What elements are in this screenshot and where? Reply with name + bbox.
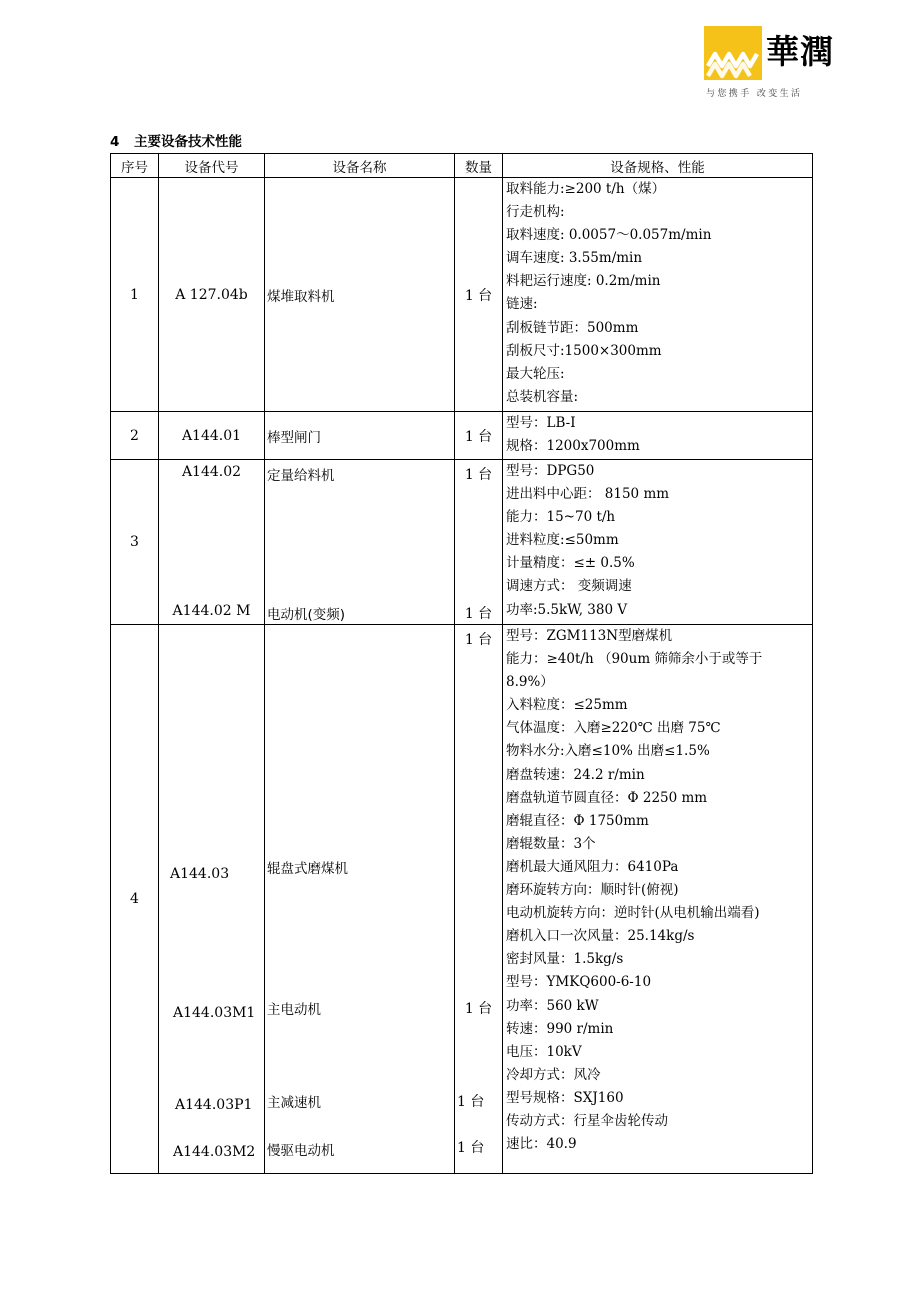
table-row: [111, 412, 813, 460]
row3-qty-2: 1 台: [464, 606, 493, 622]
row2-specs: [503, 412, 813, 460]
spec-line: 规格：1200x700mm: [506, 438, 640, 455]
row3-seq: 3: [111, 460, 159, 625]
row4-seq: 4: [111, 625, 159, 1174]
spec-line: 行走机构:: [506, 204, 565, 221]
row3-code-2: A144.02 M: [172, 603, 251, 619]
header-spec: 设备规格、性能: [503, 154, 813, 178]
spec-line: 磨机入口一次风量：25.14kg/s: [506, 928, 695, 945]
row4-code-cell: [159, 625, 265, 1174]
spec-line: 冷却方式：风冷: [506, 1066, 601, 1083]
spec-line: 总装机容量:: [506, 388, 579, 405]
spec-line: 进出料中心距： 8150 mm: [506, 486, 670, 503]
row4-code-1: A144.03: [170, 866, 230, 882]
row4-qty-3: 1 台: [457, 1094, 485, 1110]
row3-name-cell: [265, 460, 455, 625]
spec-line: 磨盘转速：24.2 r/min: [506, 766, 645, 783]
spec-line: 功率:5.5kW, 380 V: [506, 601, 628, 618]
spec-line: 入料粒度：≤25mm: [506, 697, 628, 714]
row2-code: A144.01: [159, 412, 265, 460]
row3-code-cell: [159, 460, 265, 625]
spec-line: 刮板链节距：500mm: [506, 319, 639, 336]
row4-name-1: 辊盘式磨煤机: [267, 861, 348, 877]
header-qty: 数量: [455, 154, 503, 178]
section-title-text: 主要设备技术性能: [134, 134, 242, 150]
spec-line: 电压：10kV: [506, 1043, 582, 1060]
row4-specs: [503, 625, 813, 1174]
row3-name-2: 电动机(变频): [267, 607, 346, 623]
spec-line: 气体温度：入磨≥220℃ 出磨 75℃: [506, 720, 721, 737]
spec-line: 型号规格：SXJ160: [506, 1089, 624, 1106]
spec-line: 调车速度: 3.55m/min: [506, 250, 643, 267]
spec-line: 取料速度: 0.0057～0.057m/min: [506, 227, 712, 244]
spec-line: 能力：≥40t/h （90um 筛筛余小于或等于: [506, 651, 763, 668]
row2-seq: 2: [111, 412, 159, 460]
spec-line: 刮板尺寸:1500×300mm: [506, 342, 662, 359]
table-row: [111, 625, 813, 1174]
spec-line: 密封风量：1.5kg/s: [506, 951, 624, 968]
row1-name-cell: [265, 178, 455, 412]
spec-line: 磨辊直径：Φ 1750mm: [506, 812, 649, 829]
spec-line: 能力：15~70 t/h: [506, 509, 616, 526]
spec-line: 最大轮压:: [506, 365, 565, 382]
row4-name-3: 主减速机: [267, 1095, 321, 1111]
row4-code-3: A144.03P1: [175, 1097, 253, 1113]
row1-seq: 1: [111, 178, 159, 412]
row4-code-4: A144.03M2: [173, 1144, 256, 1160]
spec-line: 型号：LB-I: [506, 415, 576, 431]
row1-specs: [503, 178, 813, 412]
row3-qty-cell: [455, 460, 503, 625]
row2-qty: 1 台: [455, 412, 503, 460]
row1-qty: 1 台: [455, 178, 503, 412]
row3-specs: [503, 460, 813, 625]
row4-name-4: 慢驱电动机: [267, 1143, 335, 1159]
company-logo: [704, 24, 834, 100]
spec-line: 调速方式： 变频调速: [506, 578, 632, 595]
row4-name-cell: [265, 625, 455, 1174]
spec-line: 磨盘轨道节圆直径：Φ 2250 mm: [506, 789, 708, 806]
spec-line: 型号：DPG50: [506, 463, 595, 479]
row4-qty-top: 1 台: [464, 632, 493, 648]
spec-line: 计量精度：≤± 0.5%: [506, 555, 635, 572]
spec-line: 料耙运行速度: 0.2m/min: [506, 273, 661, 290]
spec-line: 取料能力:≥200 t/h（煤）: [506, 181, 666, 197]
spec-line: 磨环旋转方向：顺时针(俯视): [506, 882, 679, 899]
spec-line: 链速:: [506, 296, 538, 313]
spec-line: 型号：ZGM113N型磨煤机: [506, 628, 673, 644]
row1-code: A 127.04b: [159, 178, 265, 412]
spec-line: 磨辊数量：3个: [506, 835, 596, 852]
logo-slogan: 与您携手 改变生活: [706, 89, 803, 99]
logo-name: 華潤: [766, 32, 834, 71]
spec-line: 传动方式：行星伞齿轮传动: [506, 1112, 668, 1129]
table-header-row: [111, 154, 813, 178]
row3-qty-1: 1 台: [464, 467, 493, 483]
spec-line: 功率：560 kW: [506, 997, 599, 1014]
section-title: [110, 130, 242, 150]
spec-line: 进料粒度:≤50mm: [506, 532, 619, 549]
spec-line: 速比：40.9: [506, 1136, 577, 1153]
row4-qty-2: 1 台: [464, 1001, 493, 1017]
spec-line: 型号：YMKQ600-6-10: [506, 974, 652, 991]
row3-name-1: 定量给料机: [267, 468, 335, 484]
header-code: 设备代号: [159, 154, 265, 178]
row4-code-2: A144.03M1: [173, 1005, 256, 1021]
row2-name: 棒型闸门: [267, 429, 321, 446]
equipment-table: [110, 153, 813, 1174]
row4-qty-cell: [455, 625, 503, 1174]
row4-name-2: 主电动机: [267, 1002, 321, 1018]
spec-line: 8.9%）: [506, 674, 554, 691]
row4-qty-4: 1 台: [457, 1140, 485, 1156]
spec-line: 磨机最大通风阻力：6410Pa: [506, 858, 679, 875]
spec-line: 电动机旋转方向：逆时针(从电机输出端看): [506, 905, 760, 922]
logo-mark-icon: [704, 26, 762, 80]
spec-line: 转速：990 r/min: [506, 1020, 614, 1037]
row3-code-1: A144.02: [181, 464, 242, 480]
row2-name-cell: [265, 412, 455, 460]
section-number: 4: [110, 134, 120, 150]
table-row: [111, 178, 813, 412]
spec-line: 物料水分:入磨≤10% 出磨≤1.5%: [506, 743, 710, 760]
row1-name: 煤堆取料机: [267, 288, 335, 305]
header-seq: 序号: [111, 154, 159, 178]
table-row: [111, 460, 813, 625]
header-name: 设备名称: [265, 154, 455, 178]
